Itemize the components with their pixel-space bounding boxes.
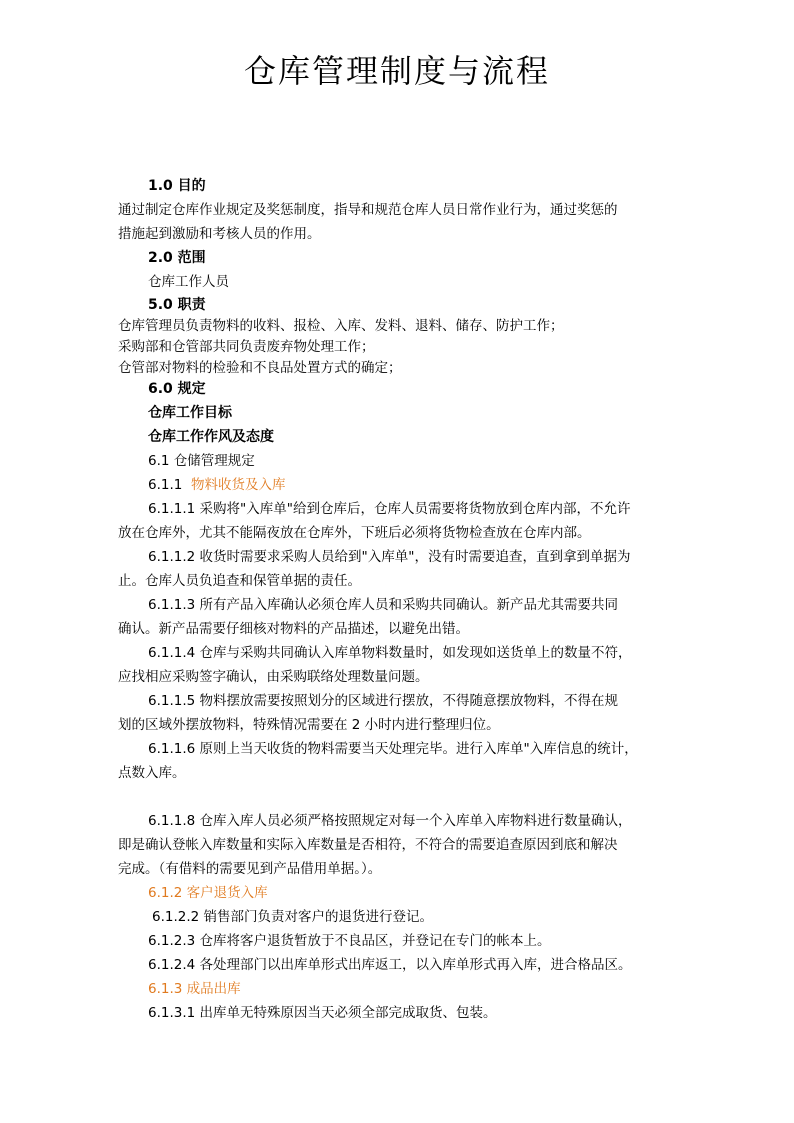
paragraph-line: 仓库管理员负责物料的收料、报检、入库、发料、退料、储存、防护工作； (118, 318, 564, 334)
paragraph-line: 仓库工作人员 (148, 274, 229, 290)
paragraph-line: 措施起到激励和考核人员的作用。 (118, 226, 321, 242)
heading-scope: 2.0 范围 (148, 250, 206, 266)
paragraph-line: 6.1.1.1 采购将"入库单"给到仓库后，仓库人员需要将货物放到仓库内部，不允许 (148, 501, 631, 517)
paragraph-line: 应找相应采购签字确认，由采购联络处理数量问题。 (118, 669, 429, 685)
heading-purpose: 1.0 目的 (148, 178, 206, 194)
paragraph-line: 6.1.1.4 仓库与采购共同确认入库单物料数量时，如发现如送货单上的数量不符， (148, 645, 632, 661)
subsection-number: 6.1.1 (148, 477, 183, 493)
paragraph-line: 即是确认登帐入库数量和实际入库数量是否相符，不符合的需要追查原因到底和解决 (118, 837, 618, 853)
paragraph-line: 6.1.1.6 原则上当天收货的物料需要当天处理完毕。进行入库单"入库信息的统计， (148, 741, 638, 757)
section-title: 6.1 仓储管理规定 (148, 453, 255, 469)
paragraph-line: 6.1.1.5 物料摆放需要按照划分的区域进行摆放，不得随意摆放物料，不得在规 (148, 693, 619, 709)
subsection-title: 6.1.3 成品出库 (148, 981, 241, 997)
paragraph-line: 6.1.2.3 仓库将客户退货暂放于不良品区，并登记在专门的帐本上。 (148, 933, 551, 949)
paragraph-line: 6.1.1.2 收货时需要求采购人员给到"入库单"，没有时需要追查，直到拿到单据为 (148, 549, 631, 565)
paragraph-line: 6.1.2.4 各处理部门以出库单形式出库返工，以入库单形式再入库，进合格品区。 (148, 957, 632, 973)
heading-attitude: 仓库工作作风及态度 (148, 429, 274, 445)
document-title: 仓库管理制度与流程 (243, 52, 550, 90)
paragraph-line: 采购部和仓管部共同负责废弃物处理工作； (118, 339, 375, 355)
subsection-title (148, 473, 285, 497)
paragraph-line: 放在仓库外，尤其不能隔夜放在仓库外，下班后必须将货物检查放在仓库内部。 (118, 525, 591, 541)
paragraph-line: 止。仓库人员负追查和保管单据的责任。 (118, 573, 361, 589)
paragraph-line: 6.1.3.1 出库单无特殊原因当天必须全部完成取货、包装。 (148, 1005, 497, 1021)
heading-responsibility: 5.0 职责 (148, 297, 206, 313)
heading-rules: 6.0 规定 (148, 381, 206, 397)
paragraph-line: 确认。新产品需要仔细核对物料的产品描述，以避免出错。 (118, 621, 469, 637)
paragraph-line: 通过制定仓库作业规定及奖惩制度，指导和规范仓库人员日常作业行为，通过奖惩的 (118, 202, 618, 218)
subsection-title: 6.1.2 客户退货入库 (148, 885, 268, 901)
paragraph-line: 完成。（有借料的需要见到产品借用单据。）。 (118, 861, 382, 877)
paragraph-line: 点数入库。 (118, 765, 186, 781)
subsection-name: 物料收货及入库 (190, 477, 286, 493)
paragraph-line: 6.1.1.8 仓库入库人员必须严格按照规定对每一个入库单入库物料进行数量确认， (148, 813, 632, 829)
paragraph-line: 划的区域外摆放物料，特殊情况需要在 2 小时内进行整理归位。 (118, 717, 500, 733)
paragraph-line: 仓管部对物料的检验和不良品处置方式的确定； (118, 360, 402, 376)
paragraph-line: 6.1.1.3 所有产品入库确认必须仓库人员和采购共同确认。新产品尤其需要共同 (148, 597, 619, 613)
paragraph-line: 6.1.2.2 销售部门负责对客户的退货进行登记。 (152, 909, 434, 925)
heading-goals: 仓库工作目标 (148, 405, 232, 421)
